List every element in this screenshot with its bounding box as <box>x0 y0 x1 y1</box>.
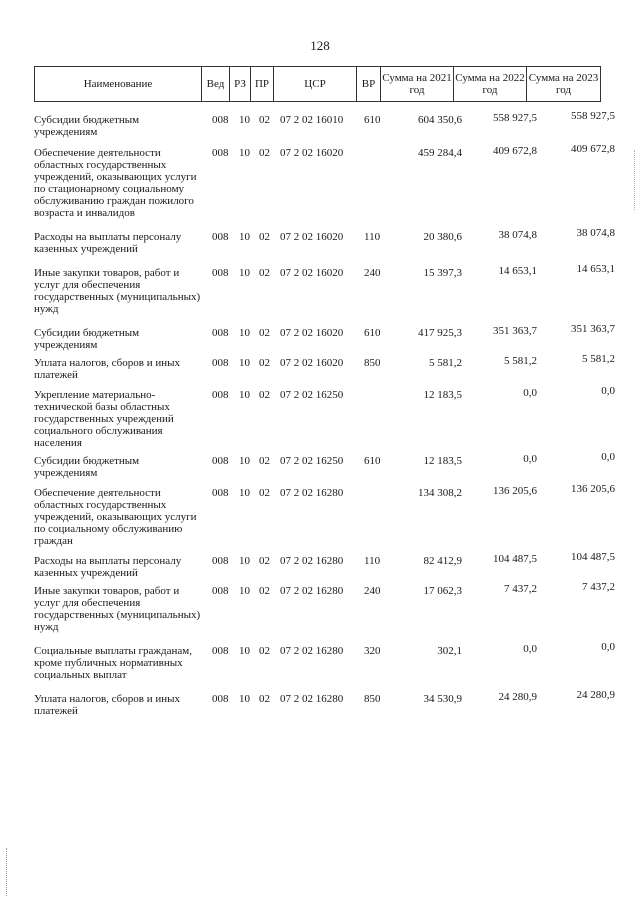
row-vr: 240 <box>364 585 381 597</box>
row-vr: 110 <box>364 231 381 243</box>
row-name: Социальные выплаты гражданам, кроме публичных нормативных социальных выплат <box>34 645 192 681</box>
row-sum-2022: 351 363,7 <box>493 325 537 337</box>
row-ved: 008 <box>212 147 229 159</box>
row-sum-2023: 7 437,2 <box>582 581 615 593</box>
row-vr: 240 <box>364 267 381 279</box>
row-sum-2021: 417 925,3 <box>418 327 462 339</box>
row-pr: 02 <box>259 487 270 499</box>
row-name: Субсидии бюджетным учреждениям <box>34 114 140 138</box>
header-ved: Вед <box>202 67 230 102</box>
row-vr: 850 <box>364 693 381 705</box>
row-rz: 10 <box>239 357 250 369</box>
header-vr: ВР <box>357 67 381 102</box>
row-vr: 850 <box>364 357 381 369</box>
row-sum-2022: 38 074,8 <box>498 229 537 241</box>
row-sum-2021: 17 062,3 <box>423 585 462 597</box>
row-pr: 02 <box>259 357 270 369</box>
row-sum-2021: 302,1 <box>437 645 462 657</box>
row-rz: 10 <box>239 114 250 126</box>
row-rz: 10 <box>239 555 250 567</box>
page-number: 128 <box>310 38 330 53</box>
row-name: Обеспечение деятельности областных государственных учреждений, оказывающих услуги по социальному обслуживанию граждан <box>34 487 197 547</box>
table-row <box>34 353 624 381</box>
table-row <box>34 451 624 479</box>
row-pr: 02 <box>259 555 270 567</box>
row-csr: 07 2 02 16020 <box>280 357 344 369</box>
row-sum-2022: 0,0 <box>523 453 537 465</box>
row-vr: 110 <box>364 555 381 567</box>
row-pr: 02 <box>259 585 270 597</box>
row-sum-2023: 409 672,8 <box>571 143 615 155</box>
table-row <box>34 110 624 138</box>
row-vr: 610 <box>364 327 381 339</box>
row-name: Уплата налогов, сборов и иных платежей <box>34 357 181 381</box>
row-rz: 10 <box>239 389 250 401</box>
header-sum-2021: Сумма на 2021 год <box>381 67 454 102</box>
row-csr: 07 2 02 16280 <box>280 585 344 597</box>
header-rz: РЗ <box>230 67 251 102</box>
table-row <box>34 581 624 633</box>
row-sum-2022: 104 487,5 <box>493 553 537 565</box>
row-rz: 10 <box>239 231 250 243</box>
row-ved: 008 <box>212 455 229 467</box>
row-sum-2023: 24 280,9 <box>576 689 615 701</box>
row-ved: 008 <box>212 389 229 401</box>
row-sum-2021: 5 581,2 <box>429 357 462 369</box>
table-row <box>34 689 624 717</box>
row-ved: 008 <box>212 693 229 705</box>
row-csr: 07 2 02 16010 <box>280 114 344 126</box>
table-row <box>34 227 624 255</box>
row-csr: 07 2 02 16250 <box>280 455 344 467</box>
row-rz: 10 <box>239 645 250 657</box>
header-sum-2023: Сумма на 2023 год <box>527 67 601 102</box>
row-pr: 02 <box>259 693 270 705</box>
row-sum-2023: 38 074,8 <box>576 227 615 239</box>
row-sum-2021: 82 412,9 <box>423 555 462 567</box>
row-pr: 02 <box>259 389 270 401</box>
row-sum-2023: 14 653,1 <box>576 263 615 275</box>
row-csr: 07 2 02 16250 <box>280 389 344 401</box>
row-rz: 10 <box>239 455 250 467</box>
row-sum-2023: 104 487,5 <box>571 551 615 563</box>
header-sum-2022: Сумма на 2022 год <box>454 67 527 102</box>
row-pr: 02 <box>259 147 270 159</box>
row-rz: 10 <box>239 267 250 279</box>
row-pr: 02 <box>259 645 270 657</box>
row-sum-2021: 459 284,4 <box>418 147 462 159</box>
row-rz: 10 <box>239 585 250 597</box>
row-sum-2021: 12 183,5 <box>423 389 462 401</box>
header-csr: ЦСР <box>274 67 357 102</box>
row-csr: 07 2 02 16280 <box>280 645 344 657</box>
row-ved: 008 <box>212 231 229 243</box>
row-rz: 10 <box>239 147 250 159</box>
row-ved: 008 <box>212 487 229 499</box>
row-rz: 10 <box>239 693 250 705</box>
row-ved: 008 <box>212 357 229 369</box>
table-row <box>34 385 624 449</box>
row-ved: 008 <box>212 645 229 657</box>
header-row <box>35 67 601 102</box>
row-pr: 02 <box>259 455 270 467</box>
row-ved: 008 <box>212 585 229 597</box>
row-name: Субсидии бюджетным учреждениям <box>34 455 140 479</box>
row-ved: 008 <box>212 267 229 279</box>
row-pr: 02 <box>259 327 270 339</box>
row-sum-2021: 134 308,2 <box>418 487 462 499</box>
table-row <box>34 483 624 547</box>
table-row <box>34 263 624 315</box>
row-csr: 07 2 02 16020 <box>280 327 344 339</box>
row-csr: 07 2 02 16020 <box>280 231 344 243</box>
row-sum-2023: 5 581,2 <box>582 353 615 365</box>
row-csr: 07 2 02 16020 <box>280 267 344 279</box>
row-sum-2021: 12 183,5 <box>423 455 462 467</box>
row-sum-2023: 136 205,6 <box>571 483 615 495</box>
row-pr: 02 <box>259 267 270 279</box>
row-sum-2022: 136 205,6 <box>493 485 537 497</box>
row-sum-2022: 409 672,8 <box>493 145 537 157</box>
row-vr: 610 <box>364 114 381 126</box>
row-sum-2022: 7 437,2 <box>504 583 537 595</box>
budget-table-header <box>34 66 601 102</box>
row-name: Иные закупки товаров, работ и услуг для обеспечения государственных (муниципальных) нужд <box>34 267 201 315</box>
row-sum-2023: 0,0 <box>601 641 615 653</box>
row-pr: 02 <box>259 231 270 243</box>
row-pr: 02 <box>259 114 270 126</box>
row-csr: 07 2 02 16020 <box>280 147 344 159</box>
row-sum-2022: 558 927,5 <box>493 112 537 124</box>
row-ved: 008 <box>212 327 229 339</box>
header-name: Наименование <box>35 67 202 102</box>
row-sum-2023: 0,0 <box>601 451 615 463</box>
row-csr: 07 2 02 16280 <box>280 693 344 705</box>
row-sum-2021: 34 530,9 <box>423 693 462 705</box>
row-ved: 008 <box>212 555 229 567</box>
row-vr: 320 <box>364 645 381 657</box>
table-row <box>34 551 624 579</box>
row-name: Обеспечение деятельности областных государственных учреждений, оказывающих услуги по стационарному социальному обслуживанию граждан пожилого возраста и инвалидов <box>34 147 197 219</box>
row-sum-2022: 14 653,1 <box>498 265 537 277</box>
table-row <box>34 323 624 351</box>
row-csr: 07 2 02 16280 <box>280 555 344 567</box>
row-sum-2022: 5 581,2 <box>504 355 537 367</box>
row-rz: 10 <box>239 487 250 499</box>
scan-margin-marks <box>6 848 8 896</box>
table-row <box>34 143 624 219</box>
row-sum-2022: 0,0 <box>523 387 537 399</box>
scan-edge-marks <box>634 150 636 210</box>
table-row <box>34 641 624 681</box>
row-name: Субсидии бюджетным учреждениям <box>34 327 140 351</box>
row-sum-2021: 15 397,3 <box>423 267 462 279</box>
row-vr: 610 <box>364 455 381 467</box>
row-sum-2023: 0,0 <box>601 385 615 397</box>
row-sum-2023: 558 927,5 <box>571 110 615 122</box>
row-sum-2022: 0,0 <box>523 643 537 655</box>
row-name: Расходы на выплаты персоналу казенных учреждений <box>34 231 182 255</box>
row-sum-2021: 604 350,6 <box>418 114 462 126</box>
row-ved: 008 <box>212 114 229 126</box>
row-sum-2023: 351 363,7 <box>571 323 615 335</box>
budget-table-body <box>34 104 624 717</box>
row-sum-2022: 24 280,9 <box>498 691 537 703</box>
header-pr: ПР <box>251 67 274 102</box>
row-name: Расходы на выплаты персоналу казенных учреждений <box>34 555 182 579</box>
row-csr: 07 2 02 16280 <box>280 487 344 499</box>
row-sum-2021: 20 380,6 <box>423 231 462 243</box>
row-name: Иные закупки товаров, работ и услуг для обеспечения государственных (муниципальных) нужд <box>34 585 201 633</box>
row-name: Укрепление материально-технической базы областных государственных учреждений социального обслуживания населения <box>34 389 174 449</box>
row-rz: 10 <box>239 327 250 339</box>
row-name: Уплата налогов, сборов и иных платежей <box>34 693 181 717</box>
